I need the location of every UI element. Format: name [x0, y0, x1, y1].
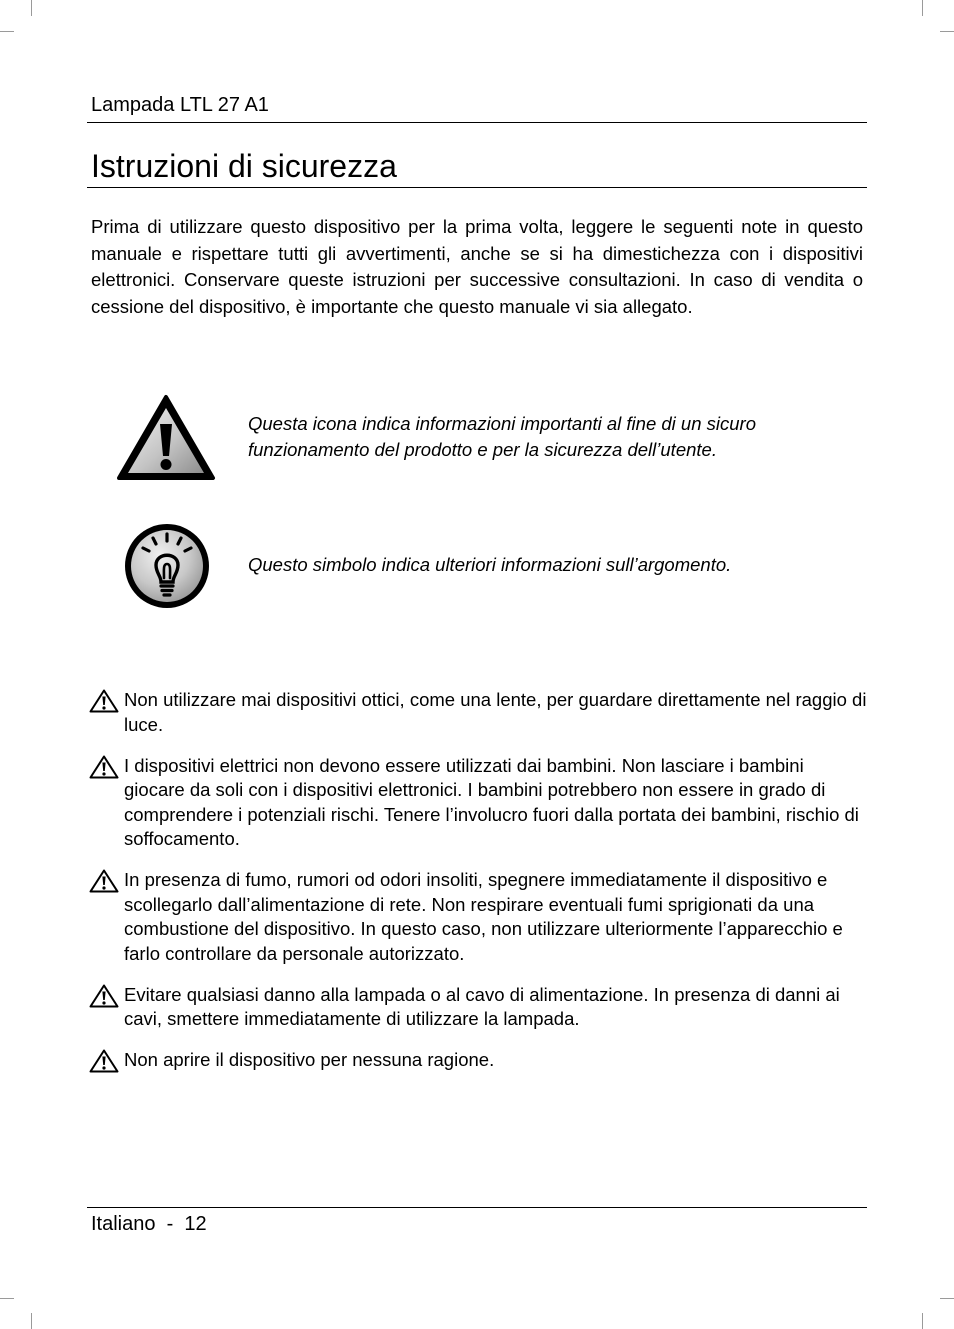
list-item [89, 868, 869, 966]
list-item-text: Non aprire il dispositivo per nessuna ragione. [124, 1049, 495, 1070]
list-item [89, 688, 869, 737]
crop-mark-bottom-left-v [31, 1313, 32, 1329]
footer-rule [87, 1207, 867, 1208]
list-item-text: I dispositivi elettrici non devono essere utilizzati dai bambini. Non lasciare i bambini giocare da soli con i dispositivi elettronici. I bambini potrebbero non essere in grado di comprendere i potenziali rischi. Tenere l’involucro fuori dalla portata dei bambini, rischio di soffocamento. [124, 754, 859, 849]
crop-mark-top-left-h [0, 31, 14, 32]
info-legend-text: Questo simbolo indica ulteriori informazioni sull’argomento. [248, 554, 732, 575]
safety-list [89, 688, 869, 1089]
lightbulb-icon [123, 522, 211, 610]
list-item-text: In presenza di fumo, rumori od odori insoliti, spegnere immediatamente il dispositivo e scollegarlo dall’alimentazione di rete. Non respirare eventuali fumi sprigionati da una combustione del dispositivo. In questo caso, non utilizzare ulteriormente l’apparecchio e farlo controllare da personale autorizzato. [124, 869, 843, 964]
crop-mark-bottom-left-h [0, 1298, 14, 1299]
list-item [89, 754, 869, 852]
info-legend [0, 522, 954, 612]
title-rule [87, 187, 867, 188]
warning-triangle-icon [89, 1049, 119, 1073]
warning-legend [0, 394, 954, 484]
warning-triangle-icon [89, 869, 119, 893]
crop-mark-top-left-v [31, 0, 32, 16]
list-item [89, 1048, 869, 1073]
running-header: Lampada LTL 27 A1 [91, 94, 269, 116]
warning-triangle-icon [89, 689, 119, 713]
crop-mark-top-right-v [922, 0, 923, 16]
page-footer: Italiano - 12 [91, 1213, 207, 1235]
warning-legend-text: Questa icona indica informazioni importanti al fine di un sicuro funzionamento del prodotto e per la sicurezza dell’utente. [248, 413, 756, 460]
page-title: Istruzioni di sicurezza [91, 148, 397, 184]
list-item-text: Evitare qualsiasi danno alla lampada o al cavo di alimentazione. In presenza di danni ai cavi, smettere immediatamente di utilizzare la lampada. [124, 983, 840, 1029]
crop-mark-top-right-h [940, 31, 954, 32]
warning-triangle-icon [116, 394, 216, 482]
list-item-text: Non utilizzare mai dispositivi ottici, come una lente, per guardare direttamente nel raggio di luce. [124, 689, 867, 735]
warning-triangle-icon [89, 755, 119, 779]
crop-mark-bottom-right-v [922, 1313, 923, 1329]
header-rule [87, 122, 867, 123]
crop-mark-bottom-right-h [940, 1298, 954, 1299]
list-item [89, 983, 869, 1032]
warning-triangle-icon [89, 984, 119, 1008]
intro-paragraph: Prima di utilizzare questo dispositivo per la prima volta, leggere le seguenti note in questo manuale e rispettare tutti gli avvertimenti, anche se si ha dimestichezza con i dispositivi elettronici. Conservare queste istruzioni per successive consultazioni. In caso di vendita o cessione del dispositivo, è importante che questo manuale vi sia allegato. [91, 216, 863, 317]
